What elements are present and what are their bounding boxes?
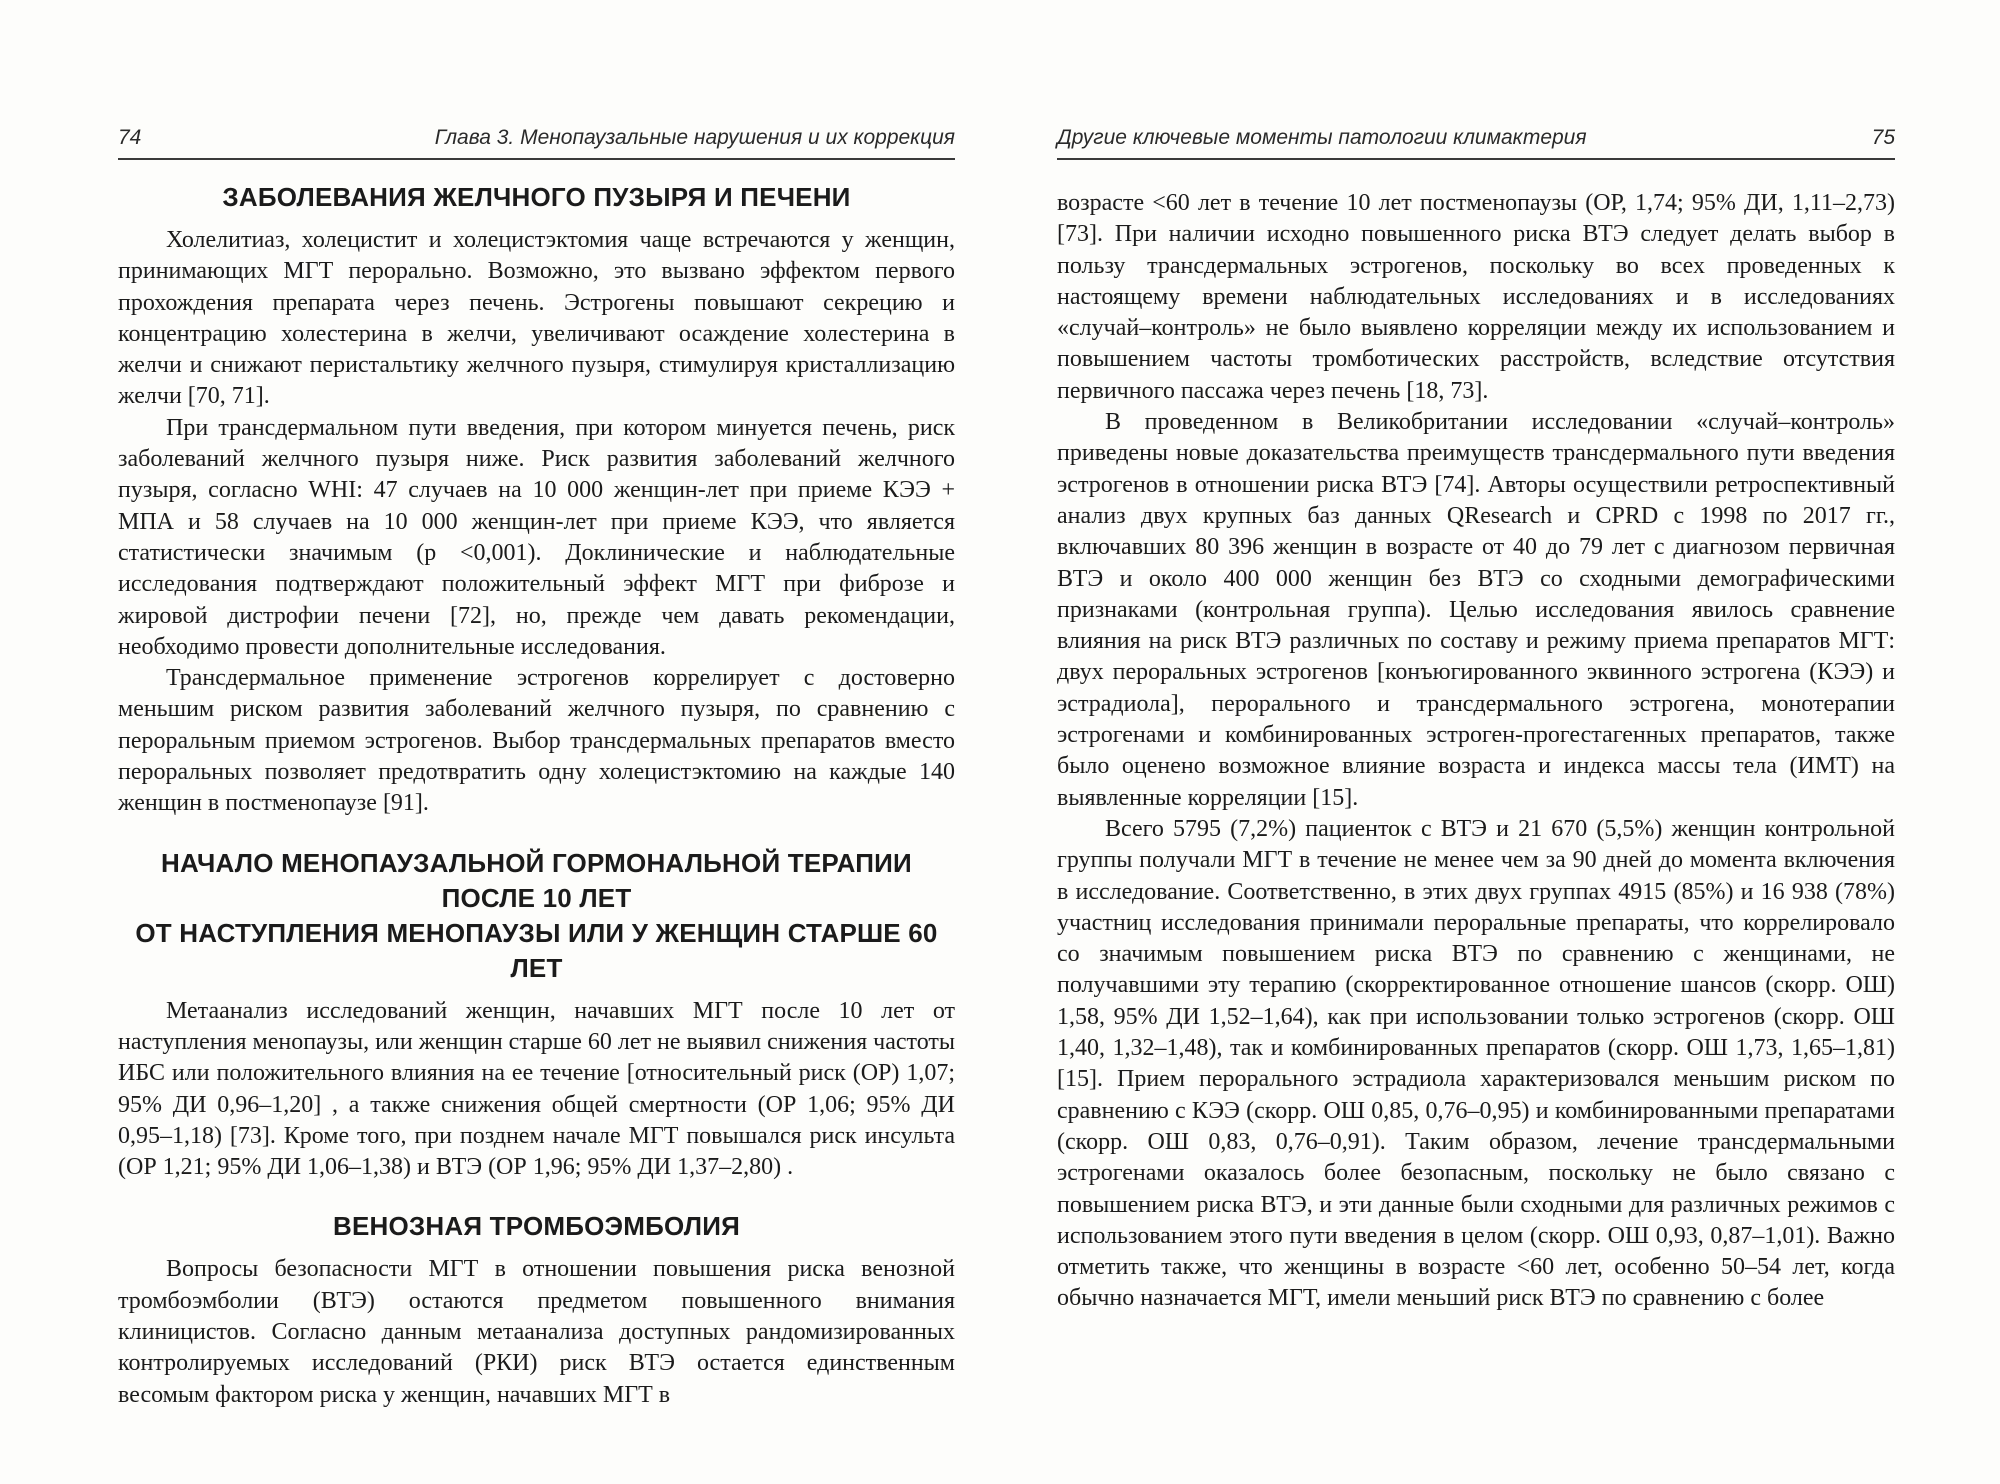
paragraph: Трансдермальное применение эстрогенов коррелирует с достоверно меньшим риском развития заболеваний желчного пузыря, по сравнению с пероральным приемом эстрогенов. Выбор трансдермальных препаратов вместо пероральных позволяет предотвратить одну холецистэктомию на каждые 140 женщин в постменопаузе [91]. [118, 665, 955, 817]
right-running-head [1057, 122, 1895, 160]
paragraph: Всего 5795 (7,2%) пациенток с ВТЭ и 21 670 (5,5%) женщин контрольной группы получали МГТ в течение не менее чем за 90 дней до момента включения в исследование. Соответственно, в этих двух группах 4915 (85%) и 16 938 (78%) участниц исследования принимали пероральные препараты, что коррелировало со значимым повышением риска ВТЭ по сравнению с женщинами, не получавшими эту терапию (скорректированное отношение шансов (скорр. ОШ) 1,58, 95% ДИ 1,52–1,64), как при использовании только эстрогенов (скорр. ОШ 1,40, 1,32–1,48), так и комбинированных препаратов (скорр. ОШ 1,73, 1,65–1,81) [15]. Прием перорального эстрадиола характеризовался меньшим риском по сравнению с КЭЭ (скорр. ОШ 0,85, 0,76–0,95) и комбинированными препаратами (скорр. ОШ 0,83, 0,76–0,91). Таким образом, лечение трансдермальными эстрогенами оказалось более безопасным, поскольку не было связано с повышением риска ВТЭ, и эти данные были сходными для различных режимов с использованием этого пути введения в целом (скорр. ОШ 0,93, 0,87–1,01). Важно отметить также, что женщины в возрасте <60 лет, особенно 50–54 лет, когда обычно назначается МГТ, имели меньший риск ВТЭ по сравнению с более [1057, 815, 1895, 1312]
left-page [118, 0, 955, 1484]
page-number: 74 [118, 126, 142, 149]
right-page-body [1057, 188, 1895, 1315]
section-heading-late-mht [118, 846, 955, 986]
right-page [1057, 0, 1895, 1484]
chapter-title: Глава 3. Менопаузальные нарушения и их коррекция [434, 126, 955, 149]
section-heading-gallbladder: ЗАБОЛЕВАНИЯ ЖЕЛЧНОГО ПУЗЫРЯ И ПЕЧЕНИ [222, 182, 851, 212]
paragraph: Холелитиаз, холецистит и холецистэктомия чаще встречаются у женщин, принимающих МГТ перорально. Возможно, это вызвано эффектом первого прохождения препарата через печень. Эстрогены повышают секрецию и концентрацию холестерина в желчи, увеличивают осаждение холестерина в желчи и снижают перистальтику желчного пузыря, стимулируя кристаллизацию желчи [70, 71]. [118, 227, 955, 410]
page-number: 75 [1871, 126, 1895, 149]
paragraph: При трансдермальном пути введения, при котором минуется печень, риск заболеваний желчного пузыря ниже. Риск развития заболеваний желчного пузыря, согласно WHI: 47 случаев на 10 000 женщин-лет при приеме КЭЭ + МПА и 58 случаев на 10 000 женщин-лет при приеме КЭЭ, что является статистически значимым (p <0,001). Доклинические и наблюдательные исследования подтверждают положительный эффект МГТ при фиброзе и жировой дистрофии печени [72], но, прежде чем давать рекомендации, необходимо провести дополнительные исследования. [118, 414, 955, 660]
left-running-head [118, 122, 955, 160]
paragraph: Вопросы безопасности МГТ в отношении повышения риска венозной тромбоэмболии (ВТЭ) остаются предметом повышенного внимания клиницистов. Согласно данным метаанализа доступных рандомизированных контролируемых исследований (РКИ) риск ВТЭ остается единственным весомым фактором риска у женщин, начавших МГТ в [118, 1256, 955, 1408]
heading-line: НАЧАЛО МЕНОПАУЗАЛЬНОЙ ГОРМОНАЛЬНОЙ ТЕРАПИИ ПОСЛЕ 10 ЛЕТ [161, 847, 912, 913]
paragraph-continuation: возрасте <60 лет в течение 10 лет постменопаузы (ОР, 1,74; 95% ДИ, 1,11–2,73) [73]. При наличии исходно повышенного риска ВТЭ следует делать выбор в пользу трансдермальных эстрогенов, поскольку во всех проведенных к настоящему времени наблюдательных исследованиях и в исследованиях «случай–контроль» не было выявлено корреляции между их использованием и повышением частоты тромботических расстройств, вследствие отсутствия первичного пассажа через печень [18, 73]. [1057, 190, 1895, 404]
paragraph: Метаанализ исследований женщин, начавших МГТ после 10 лет от наступления менопаузы, или женщин старше 60 лет не выявил снижения частоты ИБС или положительного влияния на ее течение [относительный риск (ОР) 1,07; 95% ДИ 0,96–1,20] , а также снижения общей смертности (ОР 1,06; 95% ДИ 0,95–1,18) [73]. Кроме того, при позднем начале МГТ повышался риск инсульта (ОР 1,21; 95% ДИ 1,06–1,38) и ВТЭ (ОР 1,96; 95% ДИ 1,37–2,80) . [118, 997, 955, 1181]
paragraph: В проведенном в Великобритании исследовании «случай–контроль» приведены новые доказательства преимуществ трансдермального пути введения эстрогенов в отношении риска ВТЭ [74]. Авторы осуществили ретроспективный анализ двух крупных баз данных QResearch и CPRD с 1998 по 2017 гг., включавших 80 396 женщин в возрасте от 40 до 79 лет с диагнозом первичная ВТЭ и около 400 000 женщин без ВТЭ со сходными демографическими признаками (контрольная группа). Целью исследования явилось сравнение влияния на риск ВТЭ различных по составу и режиму приема препаратов МГТ: двух пероральных эстрогенов [конъюгированного эквинного эстрогена (КЭЭ) и эстрадиола], перорального и трансдермального эстрогена, монотерапии эстрогенами и комбинированных эстроген-прогестагенных препаратов, также было оценено возможное влияние возраста и индекса массы тела (ИМТ) на выявленные корреляции [15]. [1057, 409, 1895, 811]
section-heading-vte: ВЕНОЗНАЯ ТРОМБОЭМБОЛИЯ [333, 1211, 740, 1242]
left-page-body [118, 180, 955, 1411]
heading-line: ОТ НАСТУПЛЕНИЯ МЕНОПАУЗЫ ИЛИ У ЖЕНЩИН СТАРШЕ 60 ЛЕТ [135, 917, 938, 983]
section-title: Другие ключевые моменты патологии климактерия [1057, 126, 1587, 149]
